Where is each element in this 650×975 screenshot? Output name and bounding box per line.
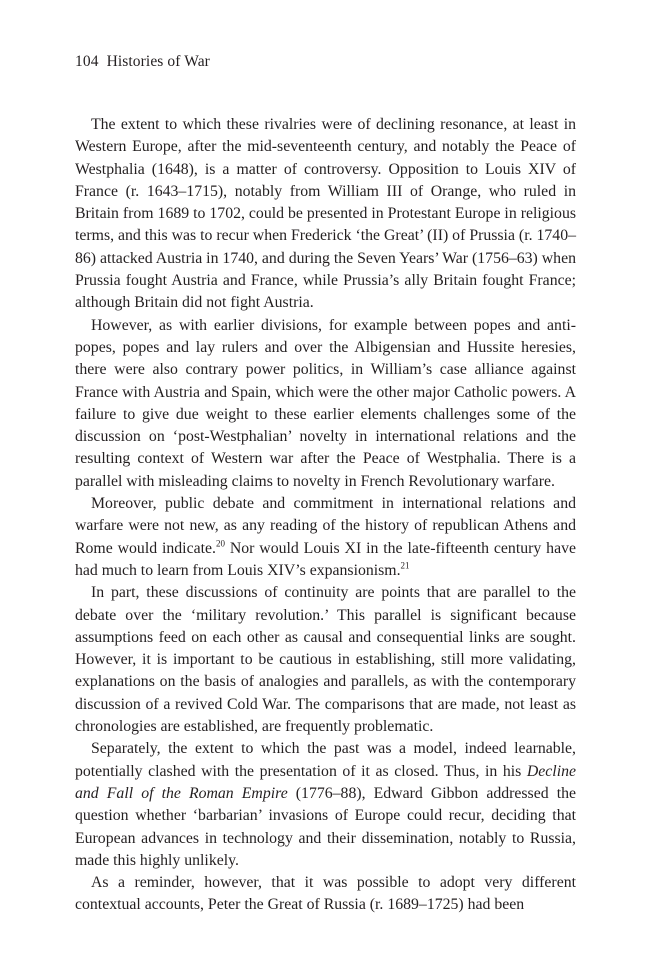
paragraph	[75, 114, 576, 315]
book-title: Histories of War	[106, 53, 210, 70]
running-head	[75, 52, 576, 72]
footnote-reference: 20	[215, 538, 225, 549]
paragraph	[75, 315, 576, 493]
paragraph	[75, 872, 576, 917]
paragraph	[75, 582, 576, 738]
book-page	[75, 52, 576, 917]
text-run: Nor would Louis XI in the late-fifteenth century have had much to learn from Louis XIV’s expansionism.	[75, 539, 576, 579]
text-run: Separately, the extent to which the past was a model, indeed learnable, potentially clashed with the presentation of it as closed. Thus, in his	[75, 740, 576, 780]
book-title-italic: Decline and Fall of the Roman Empire	[75, 762, 576, 802]
text-run: In part, these discussions of continuity are points that are parallel to the debate over the ‘military revolution.’ This parallel is significant because assumptions feed on each other as causal and consequential links are sought. However, it is important to be cautious in establishing, still more validating, explanations on the basis of analogies and parallels, as with the contemporary discussion of a revived Cold War. The comparisons that are made, not least as chronologies are established, are frequently problematic.	[75, 584, 576, 736]
body-text	[75, 114, 576, 917]
footnote-reference: 21	[400, 560, 410, 571]
text-run: However, as with earlier divisions, for example between popes and anti-popes, popes and lay rulers and over the Albigensian and Hussite heresies, there were also contrary power politics, in William’s case alliance against France with Austria and Spain, which were the other major Catholic powers. A failure to give due weight to these earlier elements challenges some of the discussion on ‘post-Westphalian’ novelty in international relations and the resulting context of Western war after the Peace of Westphalia. There is a parallel with misleading claims to novelty in French Revolutionary warfare.	[75, 316, 576, 490]
text-run: As a reminder, however, that it was possible to adopt very different contextual accounts, Peter the Great of Russia (r. 1689–1725) had been	[75, 874, 576, 914]
paragraph	[75, 738, 576, 872]
paragraph	[75, 493, 576, 582]
page-number: 104	[75, 53, 99, 70]
text-run: (1776–88), Edward Gibbon addressed the question whether ‘barbarian’ invasions of Europe could recur, deciding that European advances in technology and their dissemination, notably to Russia, made this highly unlikely.	[75, 784, 576, 869]
text-run: The extent to which these rivalries were of declining resonance, at least in Western Europe, after the mid-seventeenth century, and notably the Peace of Westphalia (1648), is a matter of controversy. Opposition to Louis XIV of France (r. 1643–1715), notably from William III of Orange, who ruled in Britain from 1689 to 1702, could be presented in Protestant Europe in religious terms, and this was to recur when Frederick ‘the Great’ (II) of Prussia (r. 1740–86) attacked Austria in 1740, and during the Seven Years’ War (1756–63) when Prussia fought Austria and France, while Prussia’s ally Britain fought France; although Britain did not fight Austria.	[75, 116, 576, 312]
text-run: Moreover, public debate and commitment in international relations and warfare were not new, as any reading of the history of republican Athens and Rome would indicate.	[75, 495, 576, 557]
